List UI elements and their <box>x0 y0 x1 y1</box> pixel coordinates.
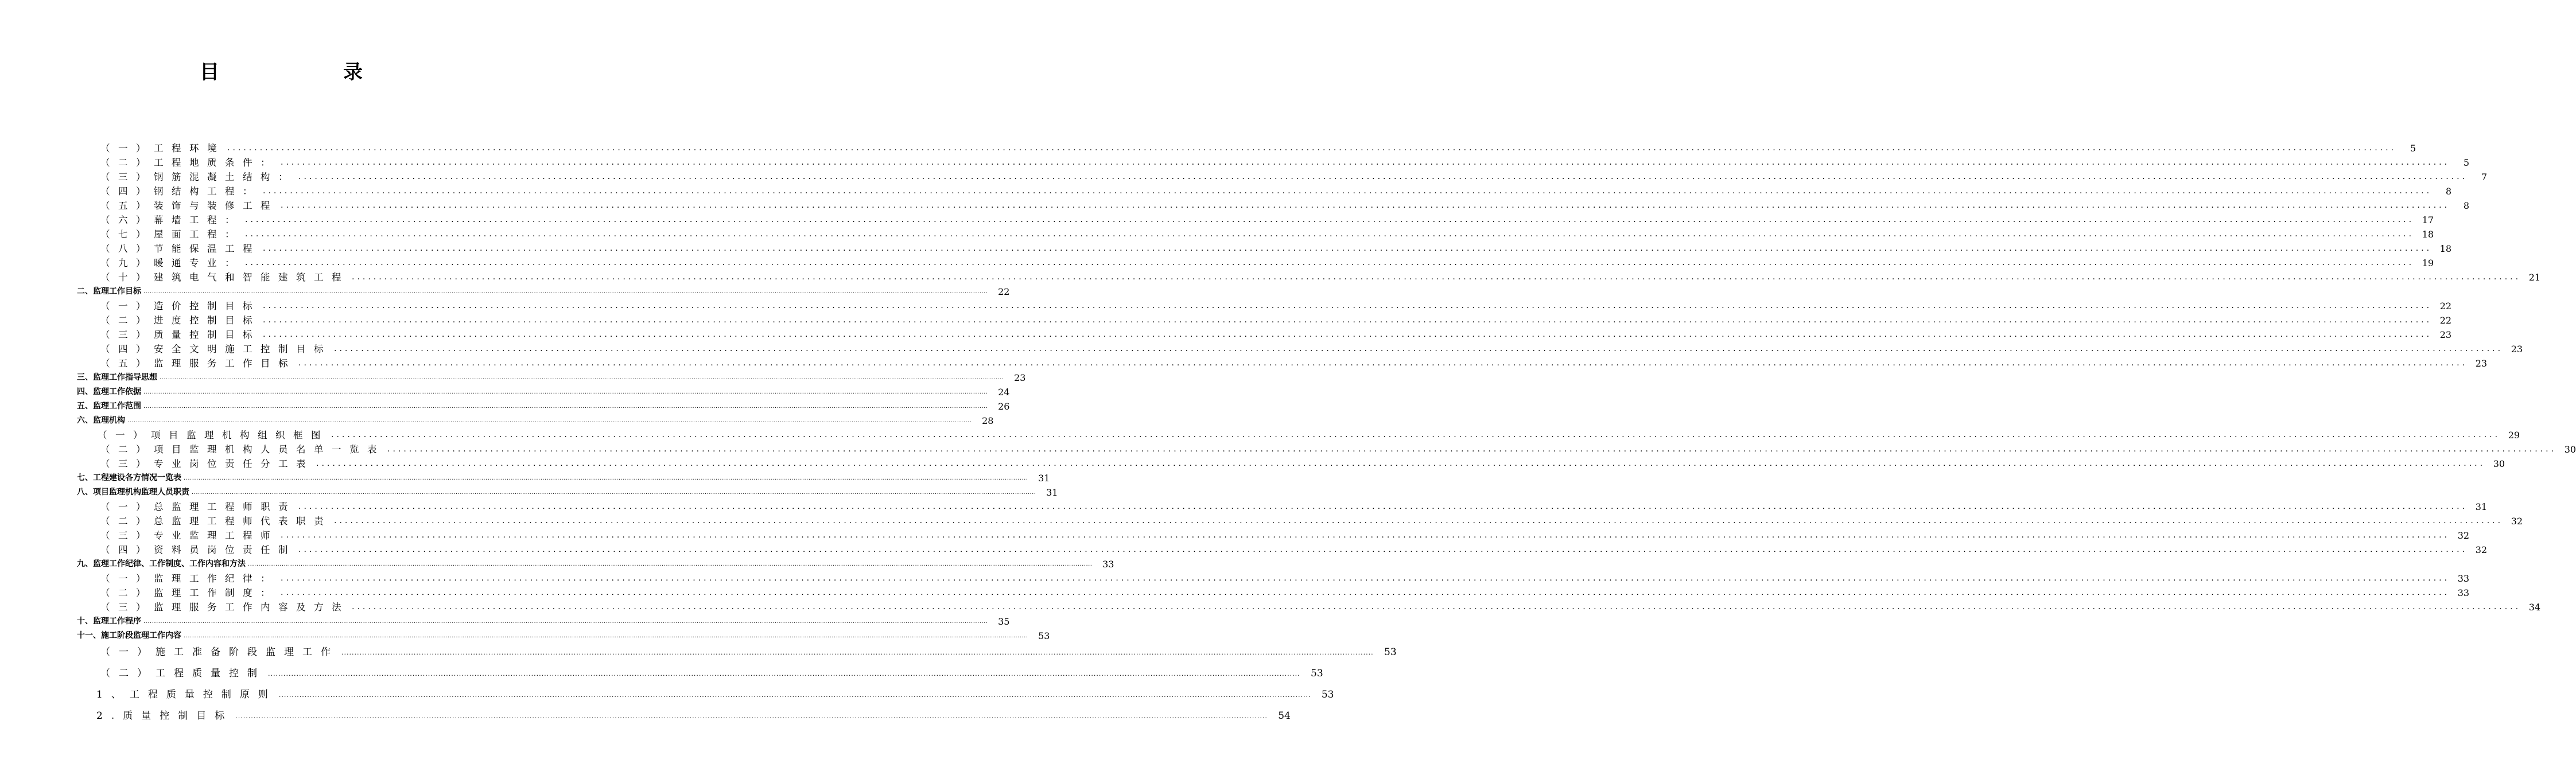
toc-entry[interactable] <box>100 663 1323 684</box>
toc-leader-dots: ................................................................................................................................................................................................................................................................................................................................................................................................................ <box>281 588 2450 597</box>
toc-entry[interactable] <box>96 684 1334 706</box>
toc-entry-label: （四）资料员岗位责任制 <box>100 544 296 555</box>
toc-entry[interactable] <box>100 313 2452 328</box>
toc-entry-page: 18 <box>2439 243 2452 254</box>
toc-leader-dots: ................................................................................................................................................................................................................................................................................................................................................................................................................ <box>298 172 2468 181</box>
toc-leader-dots: ................................................................................................................................................................................................................................................................................................................................................................................................................ <box>334 344 2504 353</box>
toc-entry[interactable] <box>100 600 2541 614</box>
toc-leader-dots: ................................................................................................................................................................................................................................................................................................................................................................................................................ <box>143 618 988 625</box>
toc-entry-page: 33 <box>1102 559 1114 570</box>
toc-leader-dots: ................................................................................................................................................................................................................................................................................................................................................................................................................ <box>316 459 2486 468</box>
toc-leader-dots: ................................................................................................................................................................................................................................................................................................................................................................................................................ <box>263 186 2433 196</box>
title-char-1: 目 <box>200 61 219 84</box>
toc-entry-label: （一）造价控制目标 <box>100 301 261 311</box>
toc-entry[interactable] <box>100 227 2434 242</box>
toc-entry-label: （五）监理服务工作目标 <box>100 358 296 369</box>
toc-entry-label: （一）监理工作纪律： <box>100 573 278 584</box>
toc-leader-dots: ................................................................................................................................................................................................................................................................................................................................................................................................................ <box>298 545 2468 554</box>
toc-entry[interactable] <box>100 442 2576 457</box>
toc-entry-page: 23 <box>2439 329 2452 340</box>
toc-entry-label: 二、监理工作目标 <box>77 287 141 296</box>
toc-entry-page: 5 <box>2463 157 2470 168</box>
toc-entry-page: 8 <box>2463 200 2470 211</box>
toc-entry-page: 31 <box>1046 487 1058 498</box>
toc-entry-label: （三）钢筋混凝土结构： <box>100 172 296 182</box>
toc-entry-label: （九）暖通专业： <box>100 258 243 268</box>
toc-entry[interactable] <box>100 198 2470 213</box>
toc-entry[interactable] <box>100 500 2488 514</box>
toc-entry-page: 32 <box>2511 516 2523 527</box>
toc-leader-dots: ................................................................................................................................................................................................................................................................................................................................................................................................................ <box>245 229 2415 239</box>
toc-entry[interactable] <box>100 270 2541 285</box>
toc-leader-dots: ................................................................................................................................................................................................................................................................................................................................................................................................................ <box>263 244 2433 253</box>
toc-entry-label: （一）施工准备阶段监理工作 <box>100 647 339 658</box>
toc-entry-page: 32 <box>2475 544 2488 555</box>
toc-entry[interactable] <box>100 242 2452 256</box>
toc-entry-label: （二）工程地质条件： <box>100 157 278 168</box>
toc-leader-dots: ................................................................................................................................................................................................................................................................................................................................................................................................................ <box>278 691 1311 699</box>
toc-entry[interactable] <box>77 614 1010 629</box>
toc-entry-label: （二）项目监理机构人员名单一览表 <box>100 444 385 455</box>
toc-entry-label: （一）总监理工程师职责 <box>100 501 296 512</box>
toc-entry-page: 5 <box>2410 143 2416 154</box>
toc-leader-dots: ................................................................................................................................................................................................................................................................................................................................................................................................................ <box>341 649 1374 656</box>
toc-leader-dots: ................................................................................................................................................................................................................................................................................................................................................................................................................ <box>263 301 2433 310</box>
toc-leader-dots: ................................................................................................................................................................................................................................................................................................................................................................................................................ <box>143 289 988 295</box>
toc-entry[interactable] <box>100 457 2505 471</box>
toc-leader-dots: ................................................................................................................................................................................................................................................................................................................................................................................................................ <box>263 316 2433 325</box>
toc-entry[interactable] <box>100 213 2434 227</box>
toc-entry[interactable] <box>77 485 1058 500</box>
toc-entry[interactable] <box>100 328 2452 342</box>
toc-entry-label: 九、监理工作纪律、工作制度、工作内容和方法 <box>77 559 246 568</box>
toc-leader-dots: ................................................................................................................................................................................................................................................................................................................................................................................................................ <box>184 475 1028 481</box>
toc-entry-label: 2.质量控制目标 <box>96 710 234 722</box>
toc-leader-dots: ................................................................................................................................................................................................................................................................................................................................................................................................................ <box>235 712 1268 720</box>
toc-entry-page: 53 <box>1384 647 1397 658</box>
toc-entry-page: 30 <box>2564 444 2576 455</box>
toc-leader-dots: ................................................................................................................................................................................................................................................................................................................................................................................................................ <box>248 561 1093 567</box>
toc-leader-dots: ................................................................................................................................................................................................................................................................................................................................................................................................................ <box>352 602 2521 612</box>
toc-entry[interactable] <box>77 557 1114 571</box>
toc-entry-label: （四）安全文明施工控制目标 <box>100 344 332 355</box>
toc-leader-dots: ................................................................................................................................................................................................................................................................................................................................................................................................................ <box>245 258 2415 267</box>
toc-entry-page: 30 <box>2493 458 2505 469</box>
toc-entry[interactable] <box>77 471 1050 485</box>
toc-entry[interactable] <box>100 141 2416 155</box>
toc-entry-page: 54 <box>1278 710 1291 722</box>
toc-leader-dots: ................................................................................................................................................................................................................................................................................................................................................................................................................ <box>352 272 2521 282</box>
toc-entry[interactable] <box>100 514 2523 528</box>
toc-entry-label: （四）钢结构工程： <box>100 186 261 197</box>
toc-leader-dots: ................................................................................................................................................................................................................................................................................................................................................................................................................ <box>160 375 1004 381</box>
toc-entry-label: （二）进度控制目标 <box>100 315 261 326</box>
toc-leader-dots: ................................................................................................................................................................................................................................................................................................................................................................................................................ <box>281 201 2450 210</box>
toc-entry-label: （二）总监理工程师代表职责 <box>100 516 332 527</box>
toc-entry[interactable] <box>100 299 2452 313</box>
toc-entry[interactable] <box>77 385 1010 399</box>
toc-entry-label: 七、工程建设各方情况一览表 <box>77 473 181 482</box>
toc-entry-page: 24 <box>998 387 1010 398</box>
toc-entry[interactable] <box>100 256 2434 270</box>
toc-entry-page: 33 <box>2457 573 2470 584</box>
toc-leader-dots: ................................................................................................................................................................................................................................................................................................................................................................................................................ <box>281 531 2450 540</box>
toc-entry-page: 53 <box>1311 668 1323 679</box>
toc-entry-label: （三）专业监理工程师 <box>100 530 278 541</box>
toc-entry[interactable] <box>100 170 2488 184</box>
toc-leader-dots: ................................................................................................................................................................................................................................................................................................................................................................................................................ <box>127 418 972 424</box>
toc-entry[interactable] <box>77 399 1010 414</box>
toc-entry-page: 23 <box>1014 372 1026 383</box>
toc-entry-page: 22 <box>2439 315 2452 326</box>
toc-leader-dots: ................................................................................................................................................................................................................................................................................................................................................................................................................ <box>281 158 2450 167</box>
toc-entry[interactable] <box>77 285 1010 299</box>
toc-entry-page: 28 <box>982 415 994 426</box>
toc-leader-dots: ................................................................................................................................................................................................................................................................................................................................................................................................................ <box>245 215 2415 224</box>
toc-entry-label: 三、监理工作指导思想 <box>77 373 157 382</box>
toc-entry-page: 23 <box>2475 358 2488 369</box>
toc-entry[interactable] <box>100 155 2470 170</box>
toc-entry-page: 53 <box>1038 630 1050 641</box>
toc-leader-dots: ................................................................................................................................................................................................................................................................................................................................................................................................................ <box>387 445 2557 454</box>
toc-entry-label: 五、监理工作范围 <box>77 402 141 411</box>
toc-leader-dots: ................................................................................................................................................................................................................................................................................................................................................................................................................ <box>298 359 2468 368</box>
toc-entry-page: 17 <box>2422 215 2434 225</box>
toc-entry-label: （五）装饰与装修工程 <box>100 200 278 211</box>
toc-entry-page: 35 <box>998 616 1010 627</box>
toc-entry-label: 十、监理工作程序 <box>77 617 141 626</box>
toc-entry-page: 32 <box>2457 530 2470 541</box>
toc-entry-label: 八、项目监理机构监理人员职责 <box>77 488 189 497</box>
toc-entry-label: （十）建筑电气和智能建筑工程 <box>100 272 349 283</box>
toc-entry-label: 1、工程质量控制原则 <box>96 689 277 700</box>
toc-entry[interactable] <box>100 184 2452 198</box>
toc-entry-label: （三）专业岗位责任分工表 <box>100 458 314 469</box>
toc-entry-label: 十一、施工阶段监理工作内容 <box>77 631 181 640</box>
toc-entry-page: 18 <box>2422 229 2434 240</box>
toc-entry-label: （三）监理服务工作内容及方法 <box>100 602 349 613</box>
toc-leader-dots: ................................................................................................................................................................................................................................................................................................................................................................................................................ <box>281 574 2450 583</box>
toc-entry-page: 53 <box>1321 689 1334 700</box>
toc-leader-dots: ................................................................................................................................................................................................................................................................................................................................................................................................................ <box>143 389 988 395</box>
toc-entry-page: 22 <box>2439 301 2452 311</box>
toc-leader-dots: ................................................................................................................................................................................................................................................................................................................................................................................................................ <box>143 403 988 410</box>
toc-entry[interactable] <box>100 586 2470 600</box>
toc-entry-page: 8 <box>2445 186 2452 197</box>
toc-entry[interactable] <box>96 706 1291 727</box>
toc-entry-page: 31 <box>1038 473 1050 484</box>
page-title <box>0 56 562 84</box>
toc-entry[interactable] <box>100 528 2470 543</box>
toc-entry-page: 23 <box>2511 344 2523 355</box>
toc-leader-dots: ................................................................................................................................................................................................................................................................................................................................................................................................................ <box>227 143 2397 153</box>
toc-entry[interactable] <box>100 356 2488 371</box>
toc-entry-page: 33 <box>2457 587 2470 598</box>
title-char-2: 录 <box>343 61 363 84</box>
toc-entry-label: （二）工程质量控制 <box>100 668 266 679</box>
toc-leader-dots: ................................................................................................................................................................................................................................................................................................................................................................................................................ <box>334 516 2504 525</box>
toc-entry-label: 六、监理机构 <box>77 416 125 425</box>
toc-entry[interactable] <box>98 428 2520 442</box>
toc-leader-dots: ................................................................................................................................................................................................................................................................................................................................................................................................................ <box>298 502 2468 511</box>
toc-entry-page: 26 <box>998 401 1010 412</box>
toc-leader-dots: ................................................................................................................................................................................................................................................................................................................................................................................................................ <box>268 670 1300 677</box>
toc-entry-page: 22 <box>998 286 1010 297</box>
toc-leader-dots: ................................................................................................................................................................................................................................................................................................................................................................................................................ <box>184 633 1028 639</box>
toc-entry-label: （一）工程环境 <box>100 143 225 154</box>
toc-entry-label: （二）监理工作制度： <box>100 587 278 598</box>
toc-entry-label: （一）项目监理机构组织框图 <box>98 430 329 441</box>
toc-leader-dots: ................................................................................................................................................................................................................................................................................................................................................................................................................ <box>192 489 1036 496</box>
toc-leader-dots: ................................................................................................................................................................................................................................................................................................................................................................................................................ <box>331 430 2501 439</box>
toc-entry-page: 31 <box>2475 501 2488 512</box>
toc-entry-page: 29 <box>2508 430 2520 441</box>
toc-leader-dots: ................................................................................................................................................................................................................................................................................................................................................................................................................ <box>263 330 2433 339</box>
toc-entry-label: （三）质量控制目标 <box>100 329 261 340</box>
toc-entry-label: （八）节能保温工程 <box>100 243 261 254</box>
toc-entry-page: 7 <box>2481 172 2488 182</box>
toc-entry-label: 四、监理工作依据 <box>77 387 141 396</box>
toc-entry[interactable] <box>100 571 2470 586</box>
toc-entry-page: 21 <box>2528 272 2541 283</box>
toc-entry[interactable] <box>77 371 1026 385</box>
toc-entry[interactable] <box>100 642 1397 663</box>
toc-entry[interactable] <box>100 342 2523 356</box>
toc-entry-page: 19 <box>2422 258 2434 268</box>
toc-entry-page: 34 <box>2528 602 2541 613</box>
toc-entry-label: （七）屋面工程： <box>100 229 243 240</box>
toc-entry[interactable] <box>77 629 1050 643</box>
toc-entry-label: （六）幕墙工程： <box>100 215 243 225</box>
toc-entry[interactable] <box>77 414 994 428</box>
toc-entry[interactable] <box>100 543 2488 557</box>
